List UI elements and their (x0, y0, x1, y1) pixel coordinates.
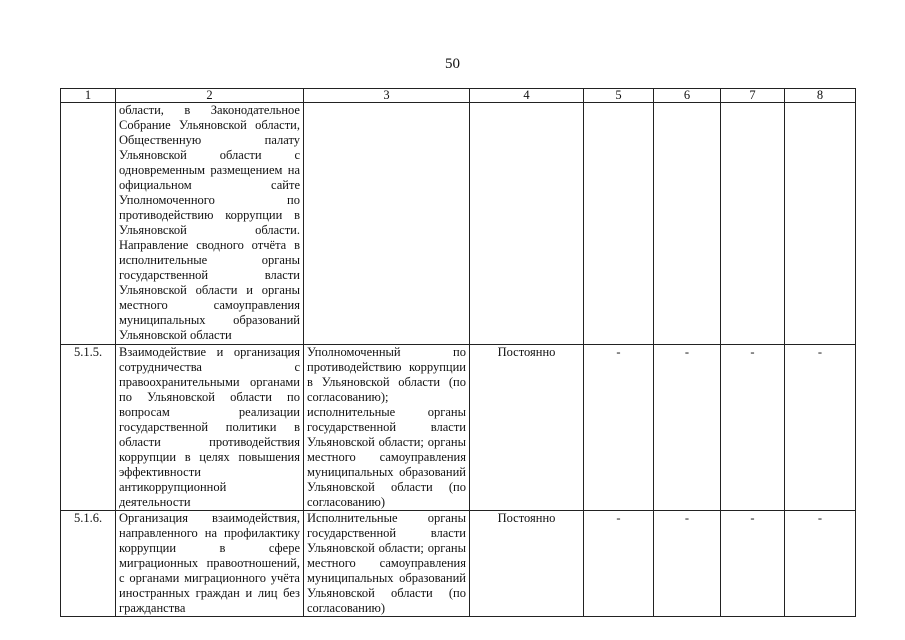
column-header-8: 8 (785, 89, 856, 103)
cell-col6: - (654, 345, 721, 511)
cell-col7: - (721, 345, 785, 511)
column-header-5: 5 (584, 89, 654, 103)
responsible-text: Исполнительные органы государственной власти Ульяновской области; органы местного самоуправления муниципальных образований Ульяновской области (по согласованию) (304, 511, 470, 617)
cell-col8: - (785, 345, 856, 511)
cell-col5: - (584, 511, 654, 617)
responsible-text (304, 103, 470, 345)
table-row (61, 103, 856, 345)
cell-col5: - (584, 345, 654, 511)
measure-text: Организация взаимодействия, направленного на профилактику коррупции в сфере миграционных правоотношений, с органами миграционного учёта иностранных граждан и лиц без гражданства (116, 511, 304, 617)
measure-text: Взаимодействие и организация сотрудничества с правоохранительными органами по Ульяновской области по вопросам реализации государственной политики в области противодействия коррупции в целях повышения эффективности антикоррупционной деятельности (116, 345, 304, 511)
responsible-text: Уполномоченный по противодействию коррупции в Ульяновской области (по согласованию); исполнительные органы государственной власти Ульяновской области; органы местного самоуправления муниципальных образований Ульяновской области (по согласованию) (304, 345, 470, 511)
cell-col8 (785, 103, 856, 345)
term-text (470, 103, 584, 345)
page-number: 50 (445, 56, 460, 72)
row-number: 5.1.6. (61, 511, 116, 617)
column-header-4: 4 (470, 89, 584, 103)
cell-col7: - (721, 511, 785, 617)
cell-col6: - (654, 511, 721, 617)
row-number: 5.1.5. (61, 345, 116, 511)
term-text: Постоянно (470, 511, 584, 617)
plan-table (60, 88, 856, 617)
cell-col8: - (785, 511, 856, 617)
column-header-row (61, 89, 856, 103)
column-header-7: 7 (721, 89, 785, 103)
term-text: Постоянно (470, 345, 584, 511)
row-number (61, 103, 116, 345)
cell-col7 (721, 103, 785, 345)
cell-col5 (584, 103, 654, 345)
table-row (61, 345, 856, 511)
column-header-2: 2 (116, 89, 304, 103)
cell-col6 (654, 103, 721, 345)
measure-text: области, в Законодательное Собрание Ульяновской области, Общественную палату Ульяновской области с одновременным размещением на официальном сайте Уполномоченного по противодействию коррупции в Ульяновской области. Направление сводного отчёта в исполнительные органы государственной власти Ульяновской области и органы местного самоуправления муниципальных образований Ульяновской области (116, 103, 304, 345)
column-header-3: 3 (304, 89, 470, 103)
table-row (61, 511, 856, 617)
column-header-1: 1 (61, 89, 116, 103)
column-header-6: 6 (654, 89, 721, 103)
